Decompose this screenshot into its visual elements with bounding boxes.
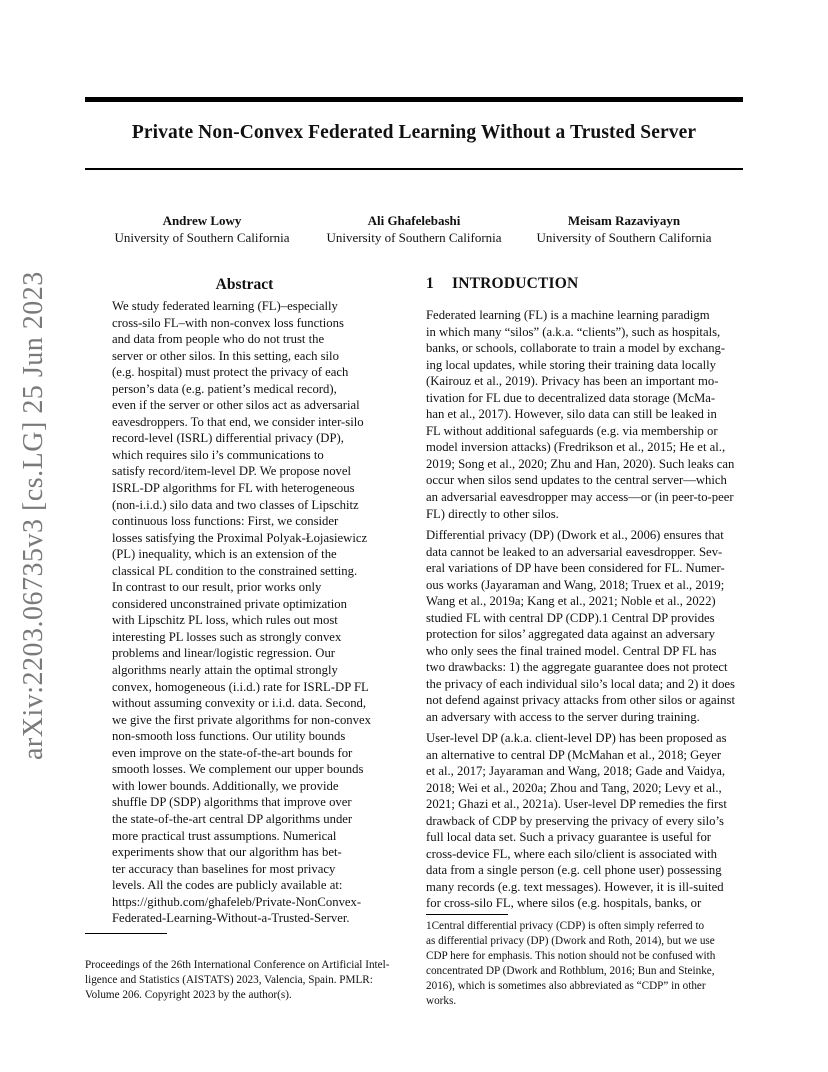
paragraph-line: drawback of CDP by preserving the privacy of every silo’s [426,813,724,828]
section-number: 1 [426,275,434,292]
abstract-line: classical PL condition to the constrained setting. [112,563,358,578]
abstract-line: person’s data (e.g. patient’s medical record), [112,381,337,396]
abstract-heading: Abstract [215,276,274,293]
abstract-line: algorithms nearly attain the optimal strongly [112,663,338,678]
author-name: Meisam Razaviyayn [567,213,681,228]
title-bottom-rule [85,168,743,170]
abstract-line: https://github.com/ghafeleb/Private-NonConvex- [112,894,362,909]
abstract-line: which requires silo i’s communications to [112,447,324,462]
footnote-line: 1Central differential privacy (CDP) is often simply referred to [426,920,705,932]
abstract-line: (non-i.i.d.) silo data and two classes of Lipschitz [112,497,359,512]
paragraph-line: an adversary with access to the server during training. [426,710,700,725]
paragraph-line: model inversion attacks) (Fredrikson et al., 2015; He et al., [426,440,726,455]
footnote-line: CDP here for emphasis. This notion should not be confused with [426,950,716,962]
section-title: INTRODUCTION [452,275,579,292]
paragraph-line: ous works (Jayaraman and Wang, 2018; Truex et al., 2019; [426,577,725,592]
paragraph-line: for cross-silo FL, where silos (e.g. hospitals, banks, or [426,896,702,911]
paragraph-line: FL without additional safeguards (e.g. via membership or [426,423,718,438]
abstract-line: smooth losses. We complement our upper bounds [112,762,364,777]
abstract-line: even improve on the state-of-the-art bounds for [112,745,353,760]
paragraph-line: Wang et al., 2019a; Kang et al., 2021; Noble et al., 2022) [426,594,716,609]
paragraph-line: han et al., 2017). However, silo data can still be leaked in [426,407,717,422]
footnote-line: concentrated DP (Dwork and Rothblum, 2016; Bun and Steinke, [426,965,715,977]
abstract-line: without assuming convexity or i.i.d. data. Second, [112,696,367,711]
footnote [426,919,743,1009]
proceedings-note [85,958,407,1003]
paragraph-line: et al., 2017; Jayaraman and Wang, 2018; Gade and Vaidya, [426,764,726,779]
abstract-line: interesting PL losses such as strongly convex [112,629,342,644]
paragraph-line: an adversarial eavesdropper may access—or (in peer-to-peer [426,490,734,505]
abstract-line: the state-of-the-art central DP algorithms under [112,811,353,826]
paragraph-line: eral variations of DP have been considered for FL. Numer- [426,561,725,576]
abstract-line: (e.g. hospital) must protect the privacy of each [112,365,349,380]
paragraph-line: Differential privacy (DP) (Dwork et al., 2006) ensures that [426,528,724,542]
abstract-line: and data from people who do not trust the [112,332,325,347]
paragraph-line: full local data set. Such a privacy guarantee is useful for [426,830,712,845]
section-heading [426,275,578,293]
proceedings-line: Volume 206. Copyright 2023 by the author(s). [85,989,292,1001]
title-top-rule [85,97,743,102]
paragraph-line: data from a single person (e.g. cell phone user) possessing [426,863,722,878]
abstract-line: Federated-Learning-Without-a-Trusted-Server. [112,911,350,926]
paragraph-line: not defend against privacy attacks from other silos or against [426,693,735,708]
abstract-line: non-smooth loss functions. Our utility bounds [112,729,346,744]
footnote-rule [85,933,167,934]
paragraph-line: protection for silos’ aggregated data against an adversary [426,627,715,642]
abstract-line: with lower bounds. Additionally, we provide [112,778,339,793]
paragraph-line: the privacy of each individual silo’s local data; and 2) it does [426,676,735,691]
paragraph-line: 2019; Song et al., 2020; Zhu and Han, 2020). Such leaks can [426,456,735,471]
author-name: Ali Ghafelebashi [367,213,461,228]
abstract-body [112,298,377,927]
paragraph-line: an alternative to central DP (McMahan et al., 2018; Geyer [426,747,722,762]
abstract-line: eavesdroppers. To that end, we consider inter-silo [112,414,364,429]
paragraph-line: (Kairouz et al., 2019). Privacy has been an important mo- [426,374,719,389]
abstract-line: experiments show that our algorithm has bet- [112,845,342,860]
paragraph-line: User-level DP (a.k.a. client-level DP) has been proposed as [426,731,727,745]
paragraph-line: banks, or schools, collaborate to train a model by exchang- [426,341,726,356]
paragraph-line: who only sees the final trained model. Central DP FL has [426,643,717,658]
paragraph [426,307,743,522]
paragraph [426,730,743,912]
paragraph [426,527,743,726]
paragraph-line: data cannot be leaked to an adversarial eavesdropper. Sev- [426,544,723,559]
abstract-line: with Lipschitz PL loss, which rules out most [112,613,338,628]
abstract-line: (PL) inequality, which is an extension of the [112,547,337,562]
proceedings-line: Proceedings of the 26th International Conference on Artificial Intel- [85,959,390,971]
abstract-line: shuffle DP (SDP) algorithms that improve over [112,795,352,810]
abstract-line: problems and linear/logistic regression. Our [112,646,336,661]
author-block [514,212,734,246]
paragraph-line: two drawbacks: 1) the aggregate guarantee does not protect [426,660,728,675]
abstract-line: We study federated learning (FL)–especially [112,299,338,313]
abstract-line: record-level (ISRL) differential privacy (DP), [112,431,344,446]
abstract-line: continuous loss functions: First, we consider [112,514,339,529]
paragraph-line: 2018; Wei et al., 2020a; Zhou and Tang, 2020; Levy et al., [426,780,722,795]
paragraph-line: tivation for FL due to decentralized data storage (McMa- [426,390,716,405]
author-affiliation: University of Southern California [114,230,290,245]
author-block [92,212,312,246]
paragraph-line: ing local updates, while storing their training data locally [426,357,716,372]
author-block [304,212,524,246]
abstract-line: considered unconstrained private optimization [112,596,347,611]
paragraph-line: Federated learning (FL) is a machine learning paradigm [426,308,710,322]
abstract-line: In contrast to our result, prior works only [112,580,322,595]
paragraph-line: in which many “silos” (a.k.a. “clients”), such as hospitals, [426,324,721,339]
arxiv-identifier-stamp: arXiv:2203.06735v3 [cs.LG] 25 Jun 2023 [18,271,49,760]
paragraph-line: occur when silos send updates to the central server—which [426,473,727,488]
paragraph-line: cross-device FL, where each silo/client is associated with [426,846,718,861]
footnote-line: 2016), which is sometimes also abbreviated as “CDP” in other [426,980,706,992]
paper-title: Private Non-Convex Federated Learning Without a Trusted Server [131,122,697,143]
paragraph-line: 2021; Ghazi et al., 2021a). User-level DP remedies the first [426,797,727,812]
footnote-rule [426,914,508,915]
abstract-line: we give the first private algorithms for non-convex [112,712,371,727]
abstract-line: ISRL-DP algorithms for FL with heterogeneous [112,481,355,496]
footnote-line: as differential privacy (DP) (Dwork and Roth, 2014), but we use [426,935,715,947]
abstract-line: levels. All the codes are publicly available at: [112,878,343,893]
abstract-line: cross-silo FL–with non-convex loss functions [112,315,344,330]
abstract-line: satisfy record/item-level DP. We propose novel [112,464,352,479]
author-name: Andrew Lowy [162,213,242,228]
author-affiliation: University of Southern California [536,230,712,245]
abstract-line: ter accuracy than baselines for most privacy [112,861,336,876]
abstract-line: even if the server or other silos act as adversarial [112,398,360,413]
footnote-line: works. [426,995,457,1007]
author-affiliation: University of Southern California [326,230,502,245]
abstract-line: losses satisfying the Proximal Polyak-Łojasiewicz [112,530,368,545]
paragraph-line: many records (e.g. text messages). However, it is ill-suited [426,879,724,894]
abstract-line: more practical trust assumptions. Numerical [112,828,337,843]
paragraph-line: FL) directly to other silos. [426,506,559,521]
abstract-line: convex, homogeneous (i.i.d.) rate for ISRL-DP FL [112,679,369,694]
paragraph-line: studied FL with central DP (CDP).1 Central DP provides [426,610,715,625]
proceedings-line: ligence and Statistics (AISTATS) 2023, Valencia, Spain. PMLR: [85,974,373,986]
abstract-line: server or other silos. In this setting, each silo [112,348,339,363]
